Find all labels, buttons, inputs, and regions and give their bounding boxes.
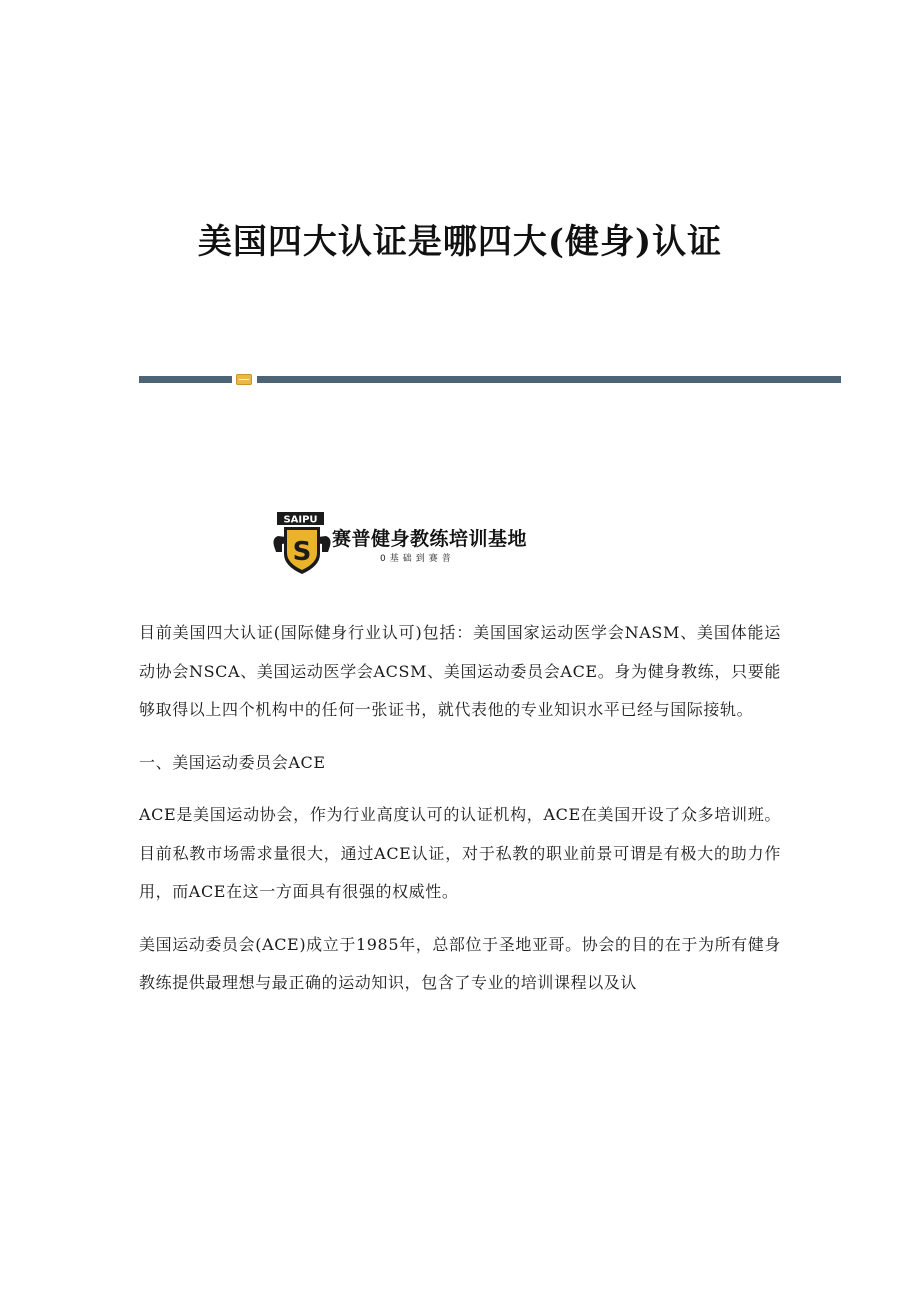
divider-ornament-icon: [236, 374, 252, 385]
section-heading-ace: 一、美国运动委员会ACE: [139, 752, 326, 772]
document-title: 美国四大认证是哪四大(健身)认证: [197, 222, 723, 262]
paragraph-ace-overview: ACE是美国运动协会，作为行业高度认可的认证机构，ACE在美国开设了众多培训班。目前私教市场需求量很大，通过ACE认证，对于私教的职业前景可谓是有极大的助力作用，而ACE在这一方面具有很强的权威性。: [139, 805, 781, 901]
divider-bar-left: [139, 376, 232, 383]
paragraph-ace-history: 美国运动委员会(ACE)成立于1985年，总部位于圣地亚哥。协会的目的在于为所有健身教练提供最理想与最正确的运动知识，包含了专业的培训课程以及认: [139, 934, 781, 992]
title-divider: [139, 374, 841, 386]
divider-bar-right: [257, 376, 841, 383]
logo-badge-text: SAIPU: [283, 514, 318, 526]
logo-slogan: 0基础到赛普: [380, 554, 455, 564]
logo-badge-letter: S: [292, 537, 312, 567]
document-body: [139, 614, 781, 1003]
logo-name: 赛普健身教练培训基地: [332, 528, 528, 550]
paragraph-intro: 目前美国四大认证(国际健身行业认可)包括：美国国家运动医学会NASM、美国体能运动协会NSCA、美国运动医学会ACSM、美国运动委员会ACE。身为健身教练，只要能够取得以上四个机构中的任何一张证书，就代表他的专业知识水平已经与国际接轨。: [139, 623, 781, 719]
saipu-shield-icon: [272, 510, 332, 576]
saipu-logo: [272, 510, 542, 576]
